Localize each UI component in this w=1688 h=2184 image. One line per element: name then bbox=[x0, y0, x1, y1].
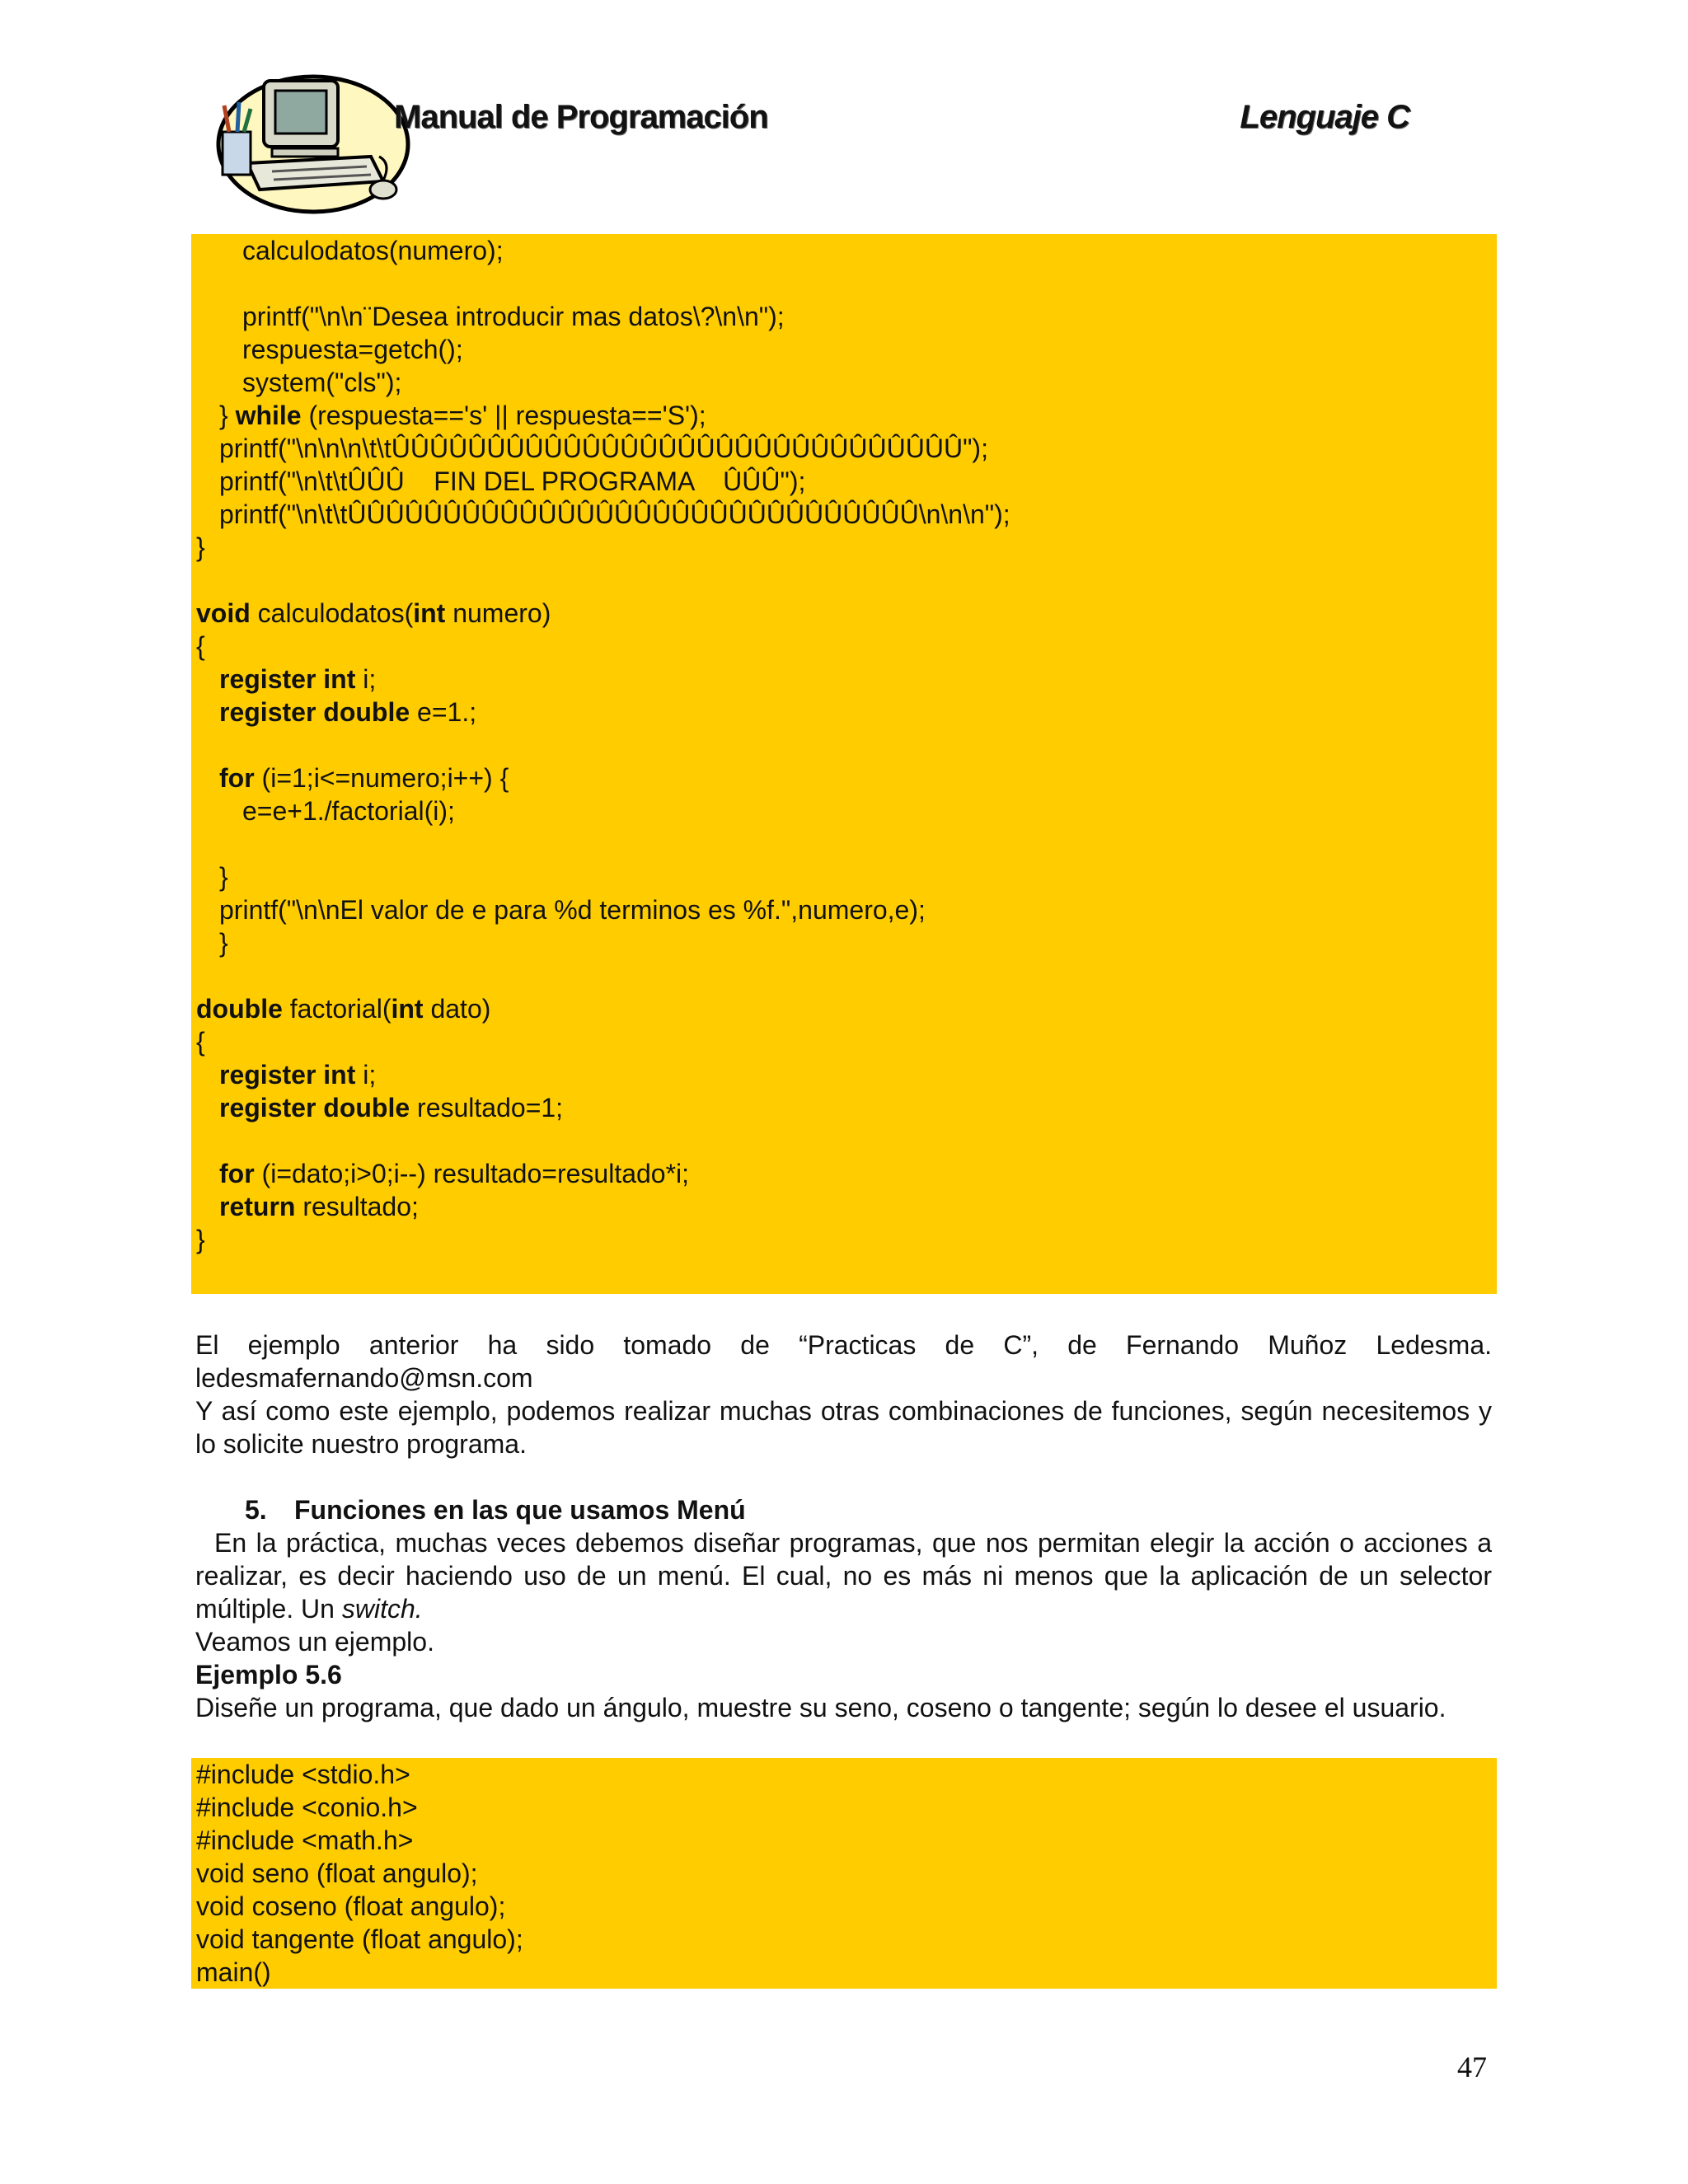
example-title: Ejemplo 5.6 bbox=[195, 1660, 342, 1690]
section-number: 5. bbox=[245, 1495, 267, 1525]
code-line: printf("\n\t\tÛÛÛ FIN DEL PROGRAMA ÛÛÛ"); bbox=[219, 466, 806, 496]
code-line: e=e+1./factorial(i); bbox=[242, 796, 455, 826]
code-line: #include <conio.h> bbox=[196, 1793, 418, 1822]
code-line: { bbox=[196, 1027, 205, 1057]
page-number: 47 bbox=[1457, 2050, 1487, 2083]
computer-clipart-icon bbox=[214, 66, 412, 223]
section-title: Funciones en las que usamos Menú bbox=[294, 1495, 746, 1525]
code-line: main() bbox=[196, 1957, 271, 1987]
page-header bbox=[214, 66, 1500, 231]
code-line: printf("\n\n¨Desea introducir mas datos\?\n\n"); bbox=[242, 302, 785, 331]
code-line: respuesta=getch(); bbox=[242, 335, 463, 364]
code-line: } bbox=[196, 532, 205, 562]
header-subject: Lenguaje C bbox=[1240, 99, 1409, 135]
code-line: void calculodatos(int numero) bbox=[196, 598, 551, 628]
code-line: void tangente (float angulo); bbox=[196, 1924, 523, 1954]
code-line: void coseno (float angulo); bbox=[196, 1891, 506, 1921]
code-line: register double resultado=1; bbox=[219, 1093, 564, 1122]
code-line: } bbox=[219, 862, 228, 892]
paragraph-line: Y así como este ejemplo, podemos realizar muchas otras combinaciones de funciones, según necesitemos y lo solicite nuestro programa. bbox=[195, 1396, 1492, 1459]
code-line: register double e=1.; bbox=[219, 697, 477, 727]
code-line: double factorial(int dato) bbox=[196, 994, 491, 1024]
code-line: register int i; bbox=[219, 1060, 377, 1090]
code-line: { bbox=[196, 631, 205, 661]
code-line: for (i=dato;i>0;i--) resultado=resultado*i; bbox=[219, 1159, 690, 1188]
code-line: printf("\n\nEl valor de e para %d terminos es %f.",numero,e); bbox=[219, 895, 926, 925]
example-description: Diseñe un programa, que dado un ángulo, muestre su seno, coseno o tangente; según lo desee el usuario. bbox=[195, 1693, 1447, 1722]
paragraph-attribution bbox=[195, 1329, 1492, 1460]
section-paragraph: En la práctica, muchas veces debemos diseñar programas, que nos permitan elegir la acción o acciones a realizar, es decir haciendo uso de un menú. El cual, no es más ni menos que la aplicación de un selector múltiple. Un switch. bbox=[195, 1528, 1499, 1624]
code-block-1 bbox=[191, 234, 1497, 1294]
code-line: #include <math.h> bbox=[196, 1825, 414, 1855]
code-line: system("cls"); bbox=[242, 368, 402, 397]
code-line: #include <stdio.h> bbox=[196, 1760, 410, 1789]
paragraph-line: Veamos un ejemplo. bbox=[195, 1627, 434, 1657]
code-block-2 bbox=[191, 1758, 1497, 1989]
code-line: for (i=1;i<=numero;i++) { bbox=[219, 763, 509, 793]
code-line: calculodatos(numero); bbox=[242, 236, 504, 265]
code-line: void seno (float angulo); bbox=[196, 1858, 478, 1888]
code-line: register int i; bbox=[219, 664, 377, 694]
paragraph-line: El ejemplo anterior ha sido tomado de “Practicas de C”, de Fernando Muñoz Ledesma. bbox=[195, 1330, 1492, 1360]
code-line: } bbox=[219, 928, 228, 958]
code-line: printf("\n\t\tÛÛÛÛÛÛÛÛÛÛÛÛÛÛÛÛÛÛÛÛÛÛÛÛÛÛÛÛÛÛ\n\n\n"); bbox=[219, 499, 1010, 529]
code-line: } bbox=[196, 1225, 205, 1254]
code-line: printf("\n\n\n\t\tÛÛÛÛÛÛÛÛÛÛÛÛÛÛÛÛÛÛÛÛÛÛÛÛÛÛÛÛÛÛ"); bbox=[219, 434, 988, 463]
code-line: return resultado; bbox=[219, 1192, 419, 1221]
code-line: } while (respuesta=='s' || respuesta=='S'); bbox=[219, 401, 706, 430]
header-title: Manual de Programación bbox=[394, 99, 768, 135]
email-text: ledesmafernando@msn.com bbox=[195, 1363, 533, 1393]
section-5 bbox=[195, 1493, 1499, 1724]
section-heading bbox=[195, 1493, 1492, 1526]
